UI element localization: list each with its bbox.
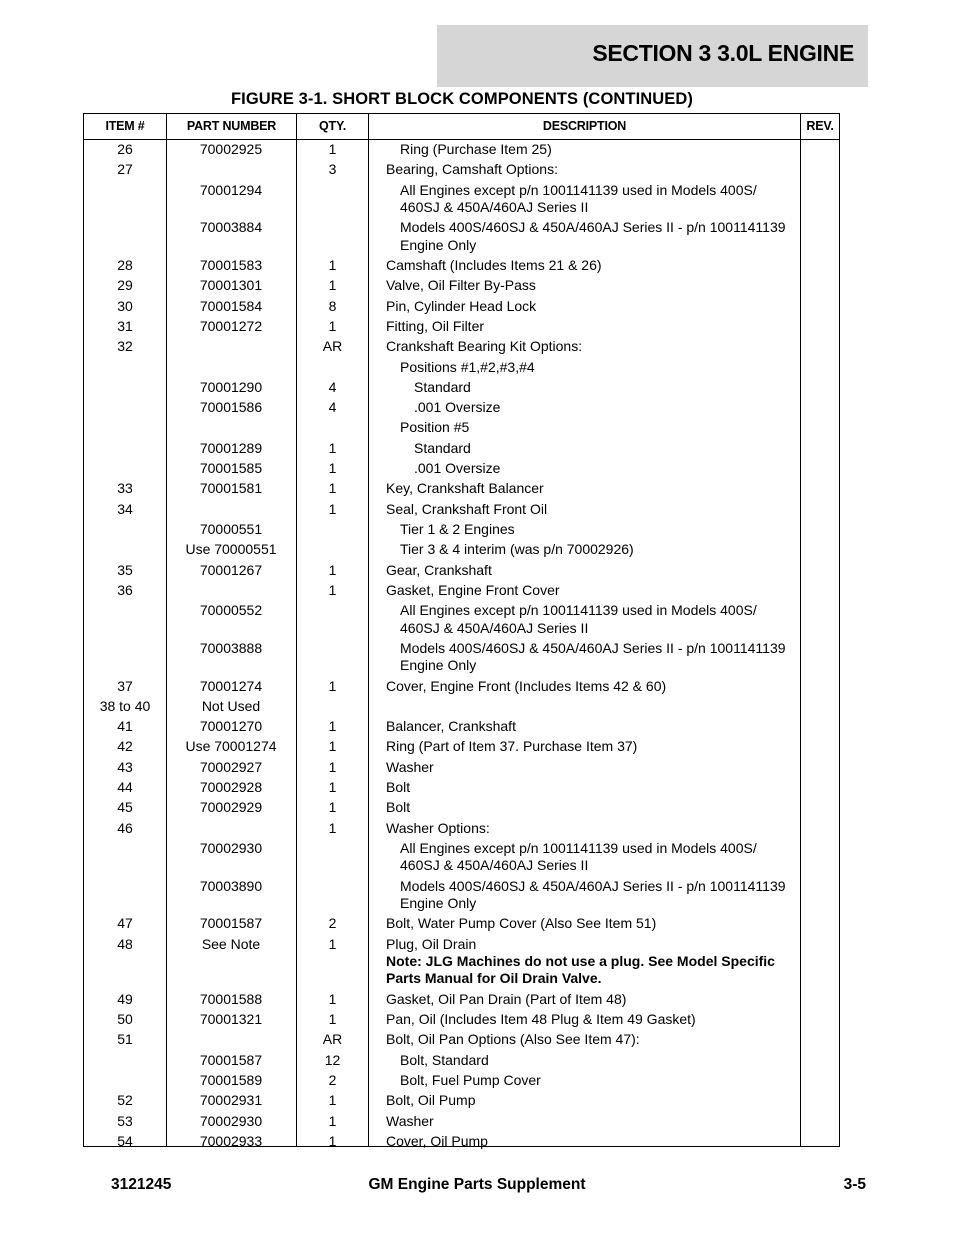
part-number-cell: 70002928 (199, 779, 263, 795)
description-line: .001 Oversize (414, 460, 501, 476)
description-cell (386, 298, 798, 315)
description-line: Crankshaft Bearing Kit Options: (386, 338, 583, 355)
description-line: Standard (414, 439, 471, 456)
description-cell (386, 738, 798, 755)
description-line: Pan, Oil (Includes Item 48 Plug & Item 49 Gasket) (386, 1011, 696, 1027)
description-cell (386, 718, 798, 735)
description-cell (386, 318, 798, 335)
qty-cell: 1 (328, 500, 337, 517)
qty-cell: 1 (328, 257, 337, 273)
item-cell: 51 (117, 1031, 133, 1048)
part-number-cell: 70001294 (199, 181, 263, 198)
item-cell: 45 (117, 799, 133, 816)
description-line: Bolt, Oil Pan Options (Also See Item 47): (386, 1031, 640, 1048)
item-cell: 30 (117, 297, 133, 314)
description-cell (386, 1072, 812, 1089)
description-cell (386, 1031, 798, 1048)
part-number-cell: 70001589 (199, 1071, 263, 1088)
header-part-number: PART NUMBER (186, 119, 277, 133)
description-line: 460SJ & 450A/460AJ Series II (400, 199, 589, 215)
description-cell (386, 141, 812, 158)
part-number-cell: 70003890 (199, 877, 263, 894)
qty-cell: 12 (324, 1051, 341, 1068)
item-cell: 35 (117, 561, 133, 578)
qty-cell: 3 (328, 161, 337, 178)
item-cell: 46 (117, 819, 133, 836)
part-number-cell: 70001581 (199, 480, 263, 497)
item-cell: 49 (117, 990, 133, 1007)
part-number-cell: 70001586 (199, 399, 263, 416)
description-line: Pin, Cylinder Head Lock (386, 297, 537, 314)
qty-cell: 1 (328, 799, 337, 816)
part-number-cell: 70001272 (199, 317, 263, 334)
description-cell (386, 501, 798, 518)
description-cell (386, 182, 812, 217)
header-description: DESCRIPTION (542, 119, 627, 133)
column-divider (368, 114, 369, 1146)
part-number-cell: 70002927 (199, 758, 263, 775)
description-line: Engine Only (400, 895, 477, 911)
footer-page-number: 3-5 (843, 1176, 866, 1193)
description-cell (386, 582, 798, 599)
qty-cell: 1 (328, 141, 337, 157)
description-line: Gear, Crankshaft (386, 561, 492, 578)
qty-cell: 1 (328, 1132, 337, 1149)
qty-cell: 1 (328, 718, 337, 735)
note-line: Note: JLG Machines do not use a plug. See Model Specific (386, 953, 775, 969)
qty-cell: 4 (328, 378, 337, 395)
part-number-cell: 70001583 (199, 257, 263, 273)
description-cell (386, 799, 798, 816)
figure-title: FIGURE 3-1. SHORT BLOCK COMPONENTS (CONTINUED) (230, 90, 694, 108)
item-cell: 47 (117, 915, 133, 932)
description-line: Washer (386, 1112, 434, 1129)
part-number-cell: 70002929 (199, 799, 263, 816)
qty-cell: 1 (328, 1011, 337, 1027)
description-line: Standard (414, 378, 471, 395)
part-number-cell: 70002933 (199, 1132, 263, 1149)
header-divider (84, 139, 839, 140)
description-line: 460SJ & 450A/460AJ Series II (400, 857, 589, 874)
description-cell (386, 640, 812, 675)
description-line: Cover, Engine Front (Includes Items 42 & 60) (386, 677, 667, 694)
part-number-cell: 70000552 (199, 602, 263, 619)
item-cell: 43 (117, 758, 133, 775)
parts-table (83, 113, 840, 1147)
description-line: .001 Oversize (414, 399, 501, 416)
item-cell: 27 (117, 161, 133, 178)
description-line: Bearing, Camshaft Options: (386, 161, 558, 178)
part-number-cell: 70002930 (199, 1112, 263, 1129)
qty-cell: 8 (328, 297, 337, 314)
description-line: Bolt, Standard (400, 1051, 489, 1068)
part-number-cell: 70001289 (199, 439, 263, 456)
part-number-cell: 70001301 (199, 277, 263, 294)
description-cell (386, 257, 798, 274)
item-cell: 36 (117, 581, 133, 598)
part-number-cell: 70001267 (199, 561, 263, 578)
description-cell (386, 521, 812, 538)
description-line: Bolt, Oil Pump (386, 1092, 476, 1109)
part-number-cell: 70001274 (199, 677, 263, 694)
description-line: Cover, Oil Pump (386, 1132, 488, 1149)
part-number-cell: 70001270 (199, 718, 263, 735)
description-line: Position #5 (400, 419, 470, 436)
item-cell: 29 (117, 277, 133, 294)
footer-doc-number: 3121245 (111, 1176, 172, 1193)
part-number-cell: 70001587 (199, 915, 263, 932)
description-line: Washer (386, 758, 434, 775)
description-line: Seal, Crankshaft Front Oil (386, 500, 548, 517)
item-cell: 44 (117, 779, 133, 795)
description-line: All Engines except p/n 1001141139 used in Models 400S/ (400, 602, 757, 619)
qty-cell: 1 (328, 561, 337, 578)
part-number-cell: See Note (201, 935, 261, 952)
item-cell: 48 (117, 935, 133, 952)
description-cell (386, 541, 812, 558)
part-number-cell: 70001587 (199, 1051, 263, 1068)
description-cell (386, 1052, 812, 1069)
description-cell (386, 562, 798, 579)
description-line: Bolt, Fuel Pump Cover (400, 1071, 541, 1088)
header-qty: QTY. (319, 119, 346, 133)
part-number-cell: 70000551 (199, 520, 263, 537)
description-line: Valve, Oil Filter By-Pass (386, 277, 536, 294)
description-cell (386, 379, 826, 396)
description-line: Bolt (386, 799, 411, 816)
part-number-cell: 70002930 (199, 839, 263, 856)
description-cell (386, 338, 798, 355)
description-line: Bolt, Water Pump Cover (Also See Item 51) (386, 915, 657, 932)
description-cell (386, 991, 798, 1008)
part-number-cell: 70001584 (199, 297, 263, 314)
qty-cell: 1 (328, 990, 337, 1007)
section-title: SECTION 3 3.0L ENGINE (592, 40, 854, 66)
part-number-cell: 70001585 (199, 460, 263, 476)
qty-cell: 1 (328, 480, 337, 497)
item-cell: 38 to 40 (99, 697, 151, 714)
part-number-cell: 70001321 (199, 1011, 263, 1027)
description-line: Gasket, Engine Front Cover (386, 581, 560, 598)
part-number-cell: Not Used (201, 697, 261, 714)
description-cell (386, 678, 798, 695)
item-cell: 42 (117, 738, 133, 755)
description-line: 460SJ & 450A/460AJ Series II (400, 619, 589, 636)
description-cell (386, 602, 812, 637)
qty-cell: 1 (328, 277, 337, 294)
description-cell (386, 399, 826, 416)
description-line: Tier 1 & 2 Engines (400, 520, 515, 537)
description-cell (386, 840, 812, 875)
description-line: Models 400S/460SJ & 450A/460AJ Series II - p/n 1001141139 (400, 219, 786, 236)
qty-cell: 1 (328, 677, 337, 694)
description-line: Models 400S/460SJ & 450A/460AJ Series II - p/n 1001141139 (400, 877, 786, 894)
qty-cell: 1 (328, 439, 337, 456)
description-line: Balancer, Crankshaft (386, 718, 516, 735)
part-number-cell: 70002931 (199, 1092, 263, 1109)
description-line: Engine Only (400, 657, 477, 674)
description-line: Engine Only (400, 236, 477, 253)
item-cell: 28 (117, 257, 133, 273)
description-cell (386, 1092, 798, 1109)
description-cell (386, 1011, 798, 1028)
description-cell (386, 936, 798, 988)
part-number-cell: 70001290 (199, 378, 263, 395)
part-number-cell: 70003888 (199, 639, 263, 656)
item-cell: 50 (117, 1011, 133, 1027)
description-cell (386, 440, 826, 457)
description-cell (386, 460, 826, 477)
item-cell: 41 (117, 718, 133, 735)
item-cell: 54 (117, 1132, 133, 1149)
description-cell (386, 359, 812, 376)
note-line: Parts Manual for Oil Drain Valve. (386, 970, 602, 987)
description-cell (386, 878, 812, 913)
description-line: Plug, Oil Drain (386, 935, 477, 952)
qty-cell: 1 (328, 460, 337, 476)
item-cell: 32 (117, 338, 133, 355)
description-line: Bolt (386, 779, 411, 795)
description-line: Camshaft (Includes Items 21 & 26) (386, 257, 602, 273)
description-line: Ring (Purchase Item 25) (400, 141, 552, 157)
qty-cell: 1 (328, 819, 337, 836)
qty-cell: 2 (328, 915, 337, 932)
description-line: Washer Options: (386, 819, 490, 836)
description-cell (386, 1133, 798, 1150)
item-cell: 34 (117, 500, 133, 517)
item-cell: 31 (117, 317, 133, 334)
description-line: Gasket, Oil Pan Drain (Part of Item 48) (386, 990, 627, 1007)
qty-cell: 1 (328, 581, 337, 598)
description-cell (386, 779, 798, 796)
description-line: All Engines except p/n 1001141139 used in Models 400S/ (400, 839, 757, 856)
part-number-cell: 70002925 (199, 141, 263, 157)
header-rev: REV. (806, 119, 834, 133)
description-line: Ring (Part of Item 37. Purchase Item 37) (386, 738, 638, 755)
description-cell (386, 915, 798, 932)
qty-cell: 1 (328, 1092, 337, 1109)
header-item: ITEM # (105, 119, 145, 133)
qty-cell: 1 (328, 758, 337, 775)
item-cell: 33 (117, 480, 133, 497)
footer-title: GM Engine Parts Supplement (368, 1176, 586, 1193)
description-line: Key, Crankshaft Balancer (386, 480, 544, 497)
part-number-cell: Use 70000551 (185, 541, 277, 558)
item-cell: 53 (117, 1112, 133, 1129)
qty-cell: 1 (328, 779, 337, 795)
item-cell: 52 (117, 1092, 133, 1109)
qty-cell: 1 (328, 1112, 337, 1129)
description-cell (386, 219, 812, 254)
qty-cell: 1 (328, 935, 337, 952)
description-line: Tier 3 & 4 interim (was p/n 70002926) (400, 541, 634, 558)
part-number-cell: Use 70001274 (185, 738, 277, 755)
description-line: All Engines except p/n 1001141139 used in Models 400S/ (400, 181, 757, 198)
qty-cell: AR (322, 338, 343, 355)
description-cell (386, 277, 798, 294)
description-cell (386, 1113, 798, 1130)
part-number-cell: 70001588 (199, 990, 263, 1007)
qty-cell: 2 (328, 1071, 337, 1088)
part-number-cell: 70003884 (199, 219, 263, 236)
qty-cell: 1 (328, 738, 337, 755)
qty-cell: AR (322, 1031, 343, 1048)
description-cell (386, 161, 798, 178)
item-cell: 26 (117, 141, 133, 157)
description-cell (386, 480, 798, 497)
qty-cell: 4 (328, 399, 337, 416)
item-cell: 37 (117, 677, 133, 694)
qty-cell: 1 (328, 317, 337, 334)
description-cell (386, 820, 798, 837)
section-header (437, 25, 868, 87)
description-cell (386, 759, 798, 776)
description-line: Models 400S/460SJ & 450A/460AJ Series II - p/n 1001141139 (400, 639, 786, 656)
description-line: Fitting, Oil Filter (386, 317, 485, 334)
description-cell (386, 419, 812, 436)
description-line: Positions #1,#2,#3,#4 (400, 358, 535, 375)
